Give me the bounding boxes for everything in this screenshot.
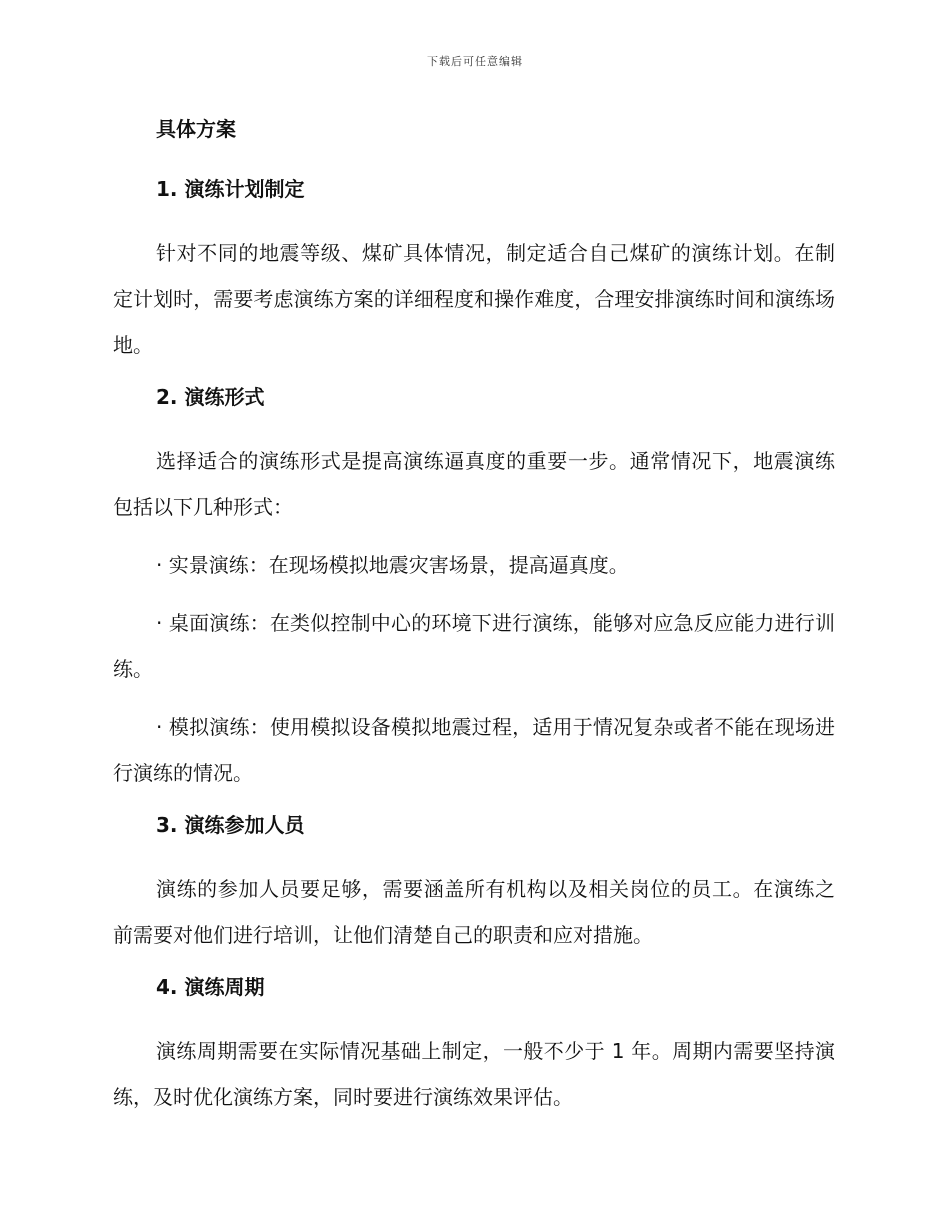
document-title: 具体方案 [156,117,236,141]
section-heading: 2. 演练形式 [156,385,265,409]
section-paragraph: 选择适合的演练形式是提高演练逼真度的重要一步。通常情况下，地震演练包括以下几种形式： [113,449,835,519]
bullet-item: · 桌面演练：在类似控制中心的环境下进行演练，能够对应急反应能力进行训练。 [113,611,835,681]
bullet-item: · 实景演练：在现场模拟地震灾害场景，提高逼真度。 [156,553,629,577]
section-heading: 4. 演练周期 [156,975,265,999]
document-body [113,112,835,1132]
section-paragraph: 针对不同的地震等级、煤矿具体情况，制定适合自己煤矿的演练计划。在制定计划时，需要考虑演练方案的详细程度和操作难度，合理安排演练时间和演练场地。 [113,241,835,357]
section-paragraph: 演练周期需要在实际情况基础上制定，一般不少于 1 年。周期内需要坚持演练，及时优化演练方案，同时要进行演练效果评估。 [113,1039,835,1109]
section-heading: 3. 演练参加人员 [156,813,305,837]
page-header: 下载后可任意编辑 [427,55,523,68]
section-paragraph: 演练的参加人员要足够，需要涵盖所有机构以及相关岗位的员工。在演练之前需要对他们进行培训，让他们清楚自己的职责和应对措施。 [113,877,835,947]
section-heading: 1. 演练计划制定 [156,177,305,201]
bullet-item: · 模拟演练：使用模拟设备模拟地震过程，适用于情况复杂或者不能在现场进行演练的情况。 [113,715,835,785]
